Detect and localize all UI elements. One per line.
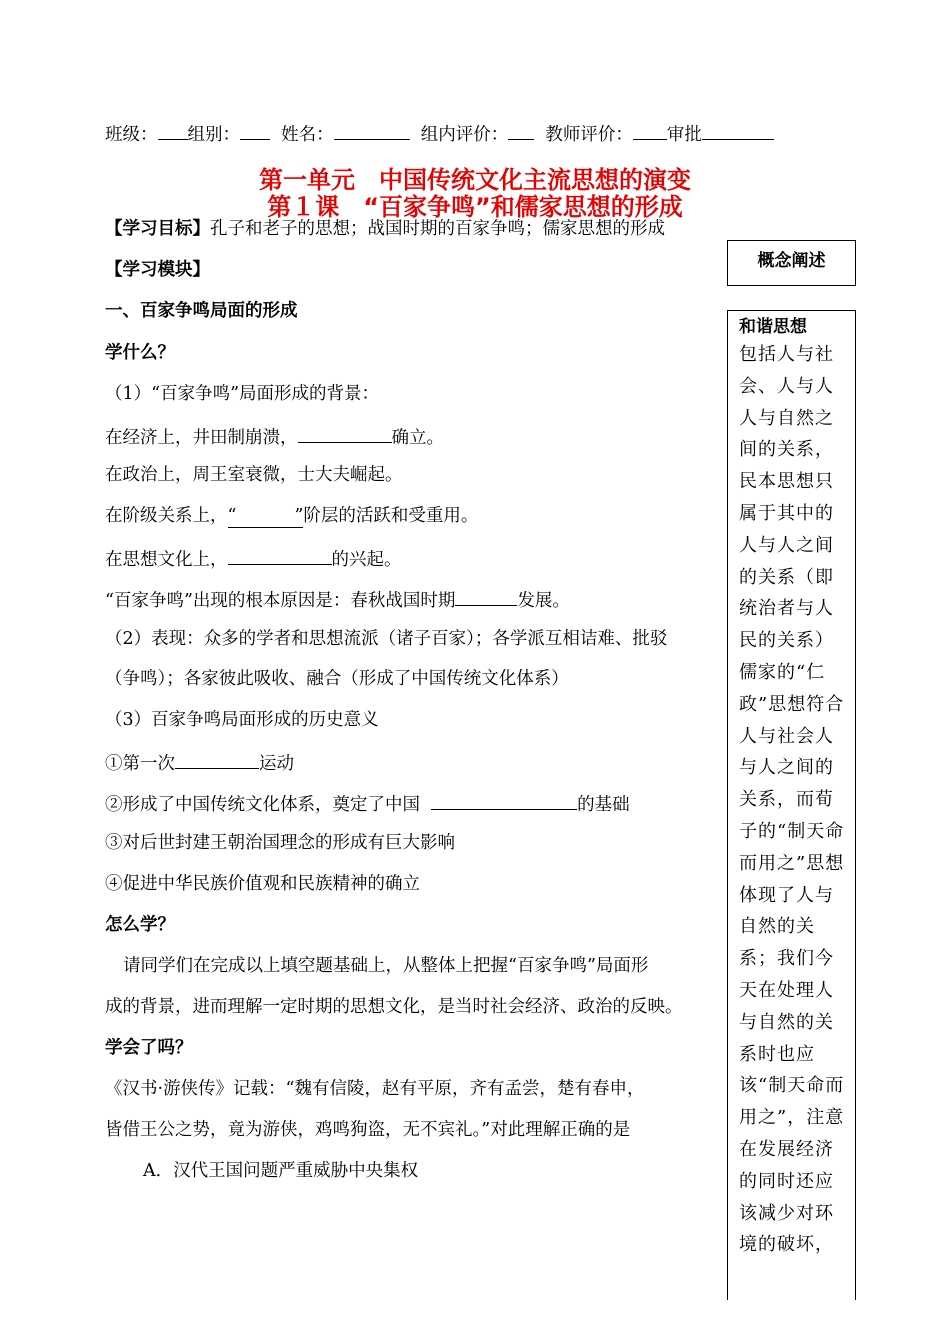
group-label: 组别： <box>187 125 240 145</box>
item2-text-end: 的基础 <box>577 795 630 815</box>
learned-heading: 学会了吗？ <box>105 1038 193 1058</box>
concept-heading-box <box>727 240 856 286</box>
culture-text: 在思想文化上， <box>105 550 228 570</box>
group-eval-label: 组内评价： <box>420 125 509 145</box>
close-quote: ” <box>294 506 304 526</box>
goals-label: 【学习目标】 <box>105 219 210 239</box>
significance-item-1 <box>105 750 294 775</box>
name-label: 姓名： <box>281 125 334 145</box>
teacher-eval-label: 教师评价： <box>545 125 633 145</box>
economy-text-end: 确立。 <box>391 428 444 448</box>
group-eval-blank[interactable] <box>508 121 534 140</box>
root-cause-text-end: 发展。 <box>517 591 570 611</box>
open-quote: “ <box>227 506 237 526</box>
significance-item-3: ③对后世封建王朝治国理念的形成有巨大影响 <box>105 833 455 853</box>
header-line <box>105 121 774 146</box>
concept-text: 包括人与社会、人与人人与自然之间的关系，民本思想只属于其中的人与人之间的关系（即统治者与人民的关系）儒家的“仁政”思想符合人与社会人与人之间的关系，而荀子的“制天命而用之”思想体现了人与自然的关系；我们今天在处理人与自然的关系时也应该“制天命而用之”，注意在发展经济的同时还应该减少对环境的破坏， <box>739 344 845 1256</box>
class-relation-line <box>105 505 478 528</box>
class-relation-blank[interactable] <box>228 505 304 528</box>
significance-item-4: ④促进中华民族价值观和民族精神的确立 <box>105 874 420 894</box>
quiz-line-1: 《汉书·游侠传》记载：“魏有信陵，赵有平原，齐有孟尝，楚有春申， <box>105 1079 645 1099</box>
quiz-option-a: A．汉代王国问题严重威胁中央集权 <box>143 1161 419 1181</box>
root-cause-text: “百家争鸣”出现的根本原因是：春秋战国时期 <box>105 591 456 611</box>
name-blank[interactable] <box>334 121 410 140</box>
culture-line <box>105 546 402 571</box>
item2-text: ②形成了中国传统文化体系，奠定了中国 <box>105 795 420 815</box>
economy-text: 在经济上，井田制崩溃， <box>105 428 298 448</box>
approve-label: 审批 <box>666 125 702 145</box>
class-blank[interactable] <box>158 121 188 140</box>
group-blank[interactable] <box>240 121 270 140</box>
significance-item-2 <box>105 791 630 816</box>
learn-what-heading: 学什么？ <box>105 343 175 363</box>
unit-title: 第一单元 中国传统文化主流思想的演变 <box>259 166 691 194</box>
class-relation-text-end: 阶层的活跃和受重用。 <box>303 506 479 526</box>
politics-line: 在政治上，周王室衰微，士大夫崛起。 <box>105 465 403 485</box>
significance-heading: （3）百家争鸣局面形成的历史意义 <box>105 710 379 730</box>
goals-text: 孔子和老子的思想；战国时期的百家争鸣；儒家思想的形成 <box>210 219 665 239</box>
economy-line <box>105 424 444 449</box>
manifest-line-2: （争鸣）；各家彼此吸收、融合（形成了中国传统文化体系） <box>105 669 569 689</box>
item2-blank[interactable] <box>431 791 577 810</box>
how-learn-heading: 怎么学？ <box>105 915 175 935</box>
class-relation-text: 在阶级关系上， <box>105 506 228 526</box>
section-heading: 一、百家争鸣局面的形成 <box>105 301 298 321</box>
culture-text-end: 的兴起。 <box>331 550 402 570</box>
learning-goals <box>105 218 665 240</box>
teacher-eval-blank[interactable] <box>633 121 667 140</box>
concept-box <box>727 310 856 1300</box>
item1-blank[interactable] <box>175 750 259 769</box>
lesson-title: 第１课 “百家争鸣”和儒家思想的形成 <box>267 193 683 221</box>
how-learn-line-2: 成的背景，进而理解一定时期的思想文化，是当时社会经济、政治的反映。 <box>105 997 683 1017</box>
class-label: 班级： <box>105 125 158 145</box>
root-cause-line <box>105 587 570 612</box>
quiz-line-2: 皆借王公之势，竟为游侠，鸡鸣狗盗，无不宾礼。”对此理解正确的是 <box>105 1120 631 1140</box>
item1-text: ①第一次 <box>105 754 175 774</box>
economy-blank[interactable] <box>298 424 392 443</box>
concept-term: 和谐思想 <box>739 317 807 337</box>
background-heading: （1）“百家争鸣”局面形成的背景： <box>105 384 380 404</box>
item1-text-end: 运动 <box>259 754 294 774</box>
concept-heading: 概念阐述 <box>757 251 826 271</box>
manifest-line-1: （2）表现：众多的学者和思想流派（诸子百家）；各学派互相诘难、批驳 <box>105 629 668 649</box>
root-cause-blank[interactable] <box>455 587 517 606</box>
approve-blank[interactable] <box>702 121 774 140</box>
module-label: 【学习模块】 <box>105 260 210 280</box>
culture-blank[interactable] <box>228 546 332 565</box>
how-learn-line-1: 请同学们在完成以上填空题基础上，从整体上把握“百家争鸣”局面形 <box>123 956 649 976</box>
